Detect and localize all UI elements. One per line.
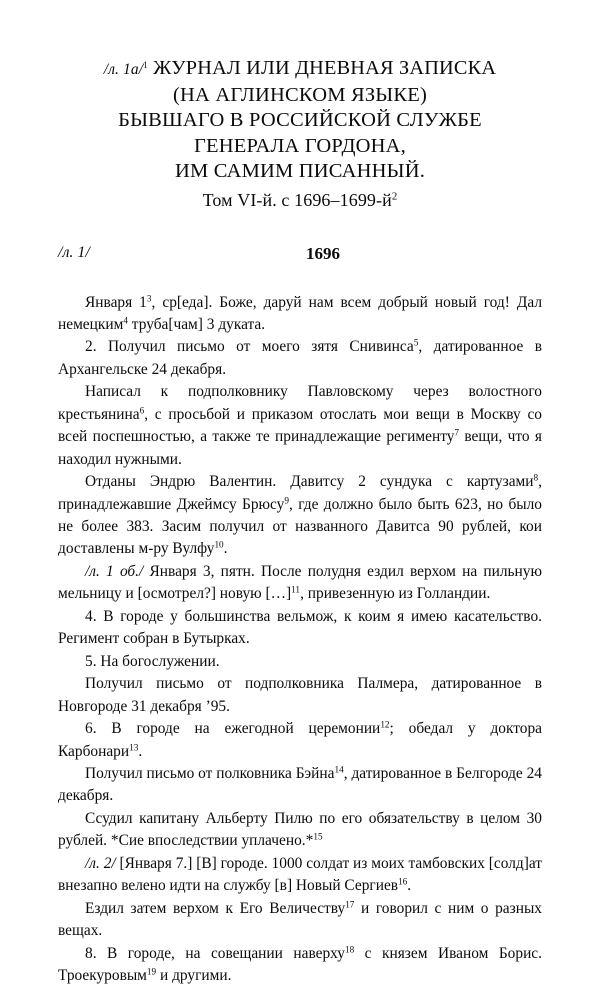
- volume-line: [58, 187, 542, 214]
- footnote-ref: 9: [284, 494, 289, 505]
- entry-text: и другими.: [156, 967, 232, 985]
- entry-6: [58, 718, 542, 763]
- entry-2: [58, 336, 542, 381]
- footnote-ref: 12: [380, 719, 390, 730]
- footnote-ref: 14: [334, 764, 344, 775]
- entry-palmer: [58, 673, 542, 718]
- entry-text: ; обедал у доктора Карбонари: [58, 720, 542, 760]
- entry-text: 6. В городе на ежегодной церемонии: [85, 720, 381, 738]
- folio-marker-2: /л. 2/: [85, 854, 116, 872]
- entry-text: .: [223, 540, 228, 558]
- entry-text: [Января 7.] [В] городе. 1000 солдат из моих тамбовских [солд]ат внезапно велено идти на службу [в] Новый Сергиев: [58, 854, 542, 895]
- footnote-ref: 7: [454, 427, 460, 438]
- title-line-3: БЫВШАГО В РОССИЙСКОЙ СЛУЖБЕ: [118, 109, 482, 131]
- entry-8: [58, 943, 542, 988]
- title-line-2: (НА АГЛИНСКОМ ЯЗЫКЕ): [172, 83, 428, 106]
- entry-text: , принадлежавшие Джеймсу Брюсу: [58, 473, 542, 513]
- entry-text: , с просьбой и приказом отослать мои вещи в Москву со всей поспешностью, а также те принадлежащие регименту: [58, 405, 542, 446]
- entry-text: вещи, что я находил нужными.: [58, 428, 542, 468]
- entry-text: с князем Иваном Борис. Троекуровым: [58, 944, 542, 985]
- entry-text: Получил письмо от полковника Бэйна: [85, 765, 335, 783]
- entry-text: Ссудил капитану Альберту Пилю по его обязательству в целом 30 рублей. *Сие впоследствии уплачено.*: [58, 809, 542, 850]
- entry-text: .: [407, 877, 412, 895]
- entry-text: , привезенную из Голландии.: [300, 585, 491, 603]
- title-block: [58, 0, 542, 214]
- folio-marker-1a: [104, 61, 148, 78]
- entry-text: , датированное в Белгороде 24 декабря.: [58, 765, 542, 805]
- entry-text: 5. На богослужении.: [85, 652, 220, 670]
- footnote-ref: 3: [146, 292, 152, 303]
- folio-marker-1ob: /л. 1 об./: [85, 562, 144, 580]
- footnote-ref: 19: [146, 966, 157, 977]
- footnote-ref: 11: [291, 584, 301, 595]
- entry-pavlovsky: [58, 381, 542, 471]
- entry-text: 8. В городе, на совещании наверху: [85, 944, 345, 962]
- footnote-ref: 15: [313, 831, 323, 842]
- title-main-text: ЖУРНАЛ ИЛИ ДНЕВНАЯ ЗАПИСКА: [153, 57, 497, 79]
- entry-valentin: [58, 471, 542, 561]
- footnote-ref: 10: [214, 539, 224, 550]
- entry-jan-3: [58, 561, 542, 606]
- entry-majesty: [58, 898, 542, 943]
- folio-marker-1a-footnote: 1: [143, 61, 148, 72]
- footnote-ref: 4: [123, 315, 128, 326]
- year-header-row: [58, 244, 542, 270]
- entry-4: [58, 606, 542, 651]
- entry-text: 4. В городе у большинства вельмож, к коим я имею касательство. Регимент собран в Бутырках.: [58, 607, 542, 648]
- footnote-ref: 13: [129, 741, 139, 752]
- folio-marker-1: /л. 1/: [58, 243, 90, 261]
- volume-line-footnote: 2: [391, 189, 398, 202]
- entry-text: Января 3, пятн. После полудня ездил верхом на пильную мельницу и [осмотрел?] новую […]: [58, 562, 542, 603]
- footnote-ref: 17: [345, 899, 355, 910]
- entry-text: и говорил с ним о разных вещах.: [58, 899, 542, 940]
- entry-text: Ездил затем верхом к Его Величеству: [85, 899, 346, 917]
- folio-marker-1a-text: /л. 1а/: [103, 61, 144, 78]
- footnote-ref: 8: [533, 472, 539, 483]
- entry-5: [58, 651, 542, 673]
- title-line-4: ГЕНЕРАЛА ГОРДОНА,: [193, 134, 407, 157]
- entry-bayne: [58, 763, 542, 808]
- entry-pile: [58, 808, 542, 853]
- entry-text: труба[чам] 3 дуката.: [127, 315, 266, 333]
- footnote-ref: 18: [344, 943, 355, 954]
- entry-text: Получил письмо от подполковника Палмера, датированное в Новгороде 31 декабря ’95.: [58, 675, 542, 715]
- footnote-ref: 16: [398, 876, 408, 887]
- title-line-5: ИМ САМИМ ПИСАННЫЙ.: [174, 160, 426, 182]
- entry-text: Отданы Эндрю Валентин. Давитсу 2 сундука с картузами: [85, 473, 534, 491]
- entry-text: .: [138, 742, 143, 760]
- entry-text: Написал к подполковнику Павловскому через волостного крестьянина: [58, 383, 542, 423]
- body-text: [58, 292, 542, 988]
- entry-text: Января 1: [85, 293, 147, 311]
- footnote-ref: 5: [413, 337, 419, 348]
- entry-text: 2. Получил письмо от моего зятя Снивинса: [85, 338, 414, 356]
- entry-jan-1: [58, 292, 542, 337]
- entry-text: , ср[еда]. Боже, даруй нам всем добрый новый год! Дал немецким: [58, 293, 543, 333]
- entry-jan-7: [58, 853, 542, 898]
- title-line-1: [58, 56, 542, 83]
- entry-text: , датированное в Архангельске 24 декабря.: [58, 338, 542, 378]
- year-heading: 1696: [306, 243, 340, 263]
- volume-line-text: Том VI-й. с 1696–1699-й: [202, 189, 392, 210]
- entry-text: , где должно было быть 623, но было не более 383. Засим получил от названного Давитса 90 рублей, кои доставлены м-ру Вулфу: [58, 495, 542, 558]
- footnote-ref: 6: [139, 405, 145, 416]
